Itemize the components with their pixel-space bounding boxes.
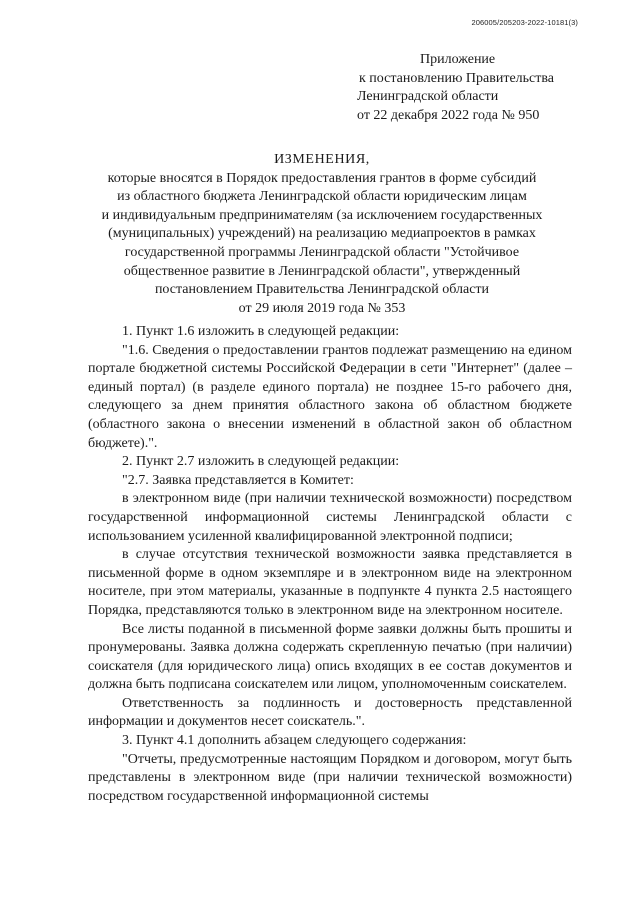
document-registration-code: 206005/205203-2022-10181(3) <box>471 18 578 27</box>
paragraph-sheets: Все листы поданной в письменной форме заявки должны быть прошиты и пронумерованы. Заявка должна содержать скрепленную печатью (при наличии) соискателя (для юридического лица) опись входящих в ее состав документов и должна быть подписана соискателем или лицом, уполномоченным соискателем. <box>88 621 572 693</box>
annex-line: к постановлению Правительства <box>359 70 555 86</box>
annex-line: Ленинградской области <box>357 89 499 105</box>
paragraph-quote-2-7: "2.7. Заявка представляется в Комитет: <box>122 472 354 488</box>
paragraph-item-2: 2. Пункт 2.7 изложить в следующей редакции: <box>122 454 400 470</box>
paragraph-quote-reports: "Отчеты, предусмотренные настоящим Порядком и договором, могут быть представлены в электронном виде (при наличии технической возможности) посредством государственной информационной системы <box>88 751 572 804</box>
heading-line: государственной программы Ленинградской области "Устойчивое <box>124 244 520 260</box>
heading-line: общественное развитие в Ленинградской области", утвержденный <box>123 263 521 279</box>
paragraph-paper-form: в случае отсутствия технической возможности заявка представляется в письменной форме в одном экземпляре и в электронном виде на электронном носителе, при этом материалы, указанные в подпункте 4 пункта 2.5 настоящего Порядка, представляются только в электронном виде на электронном носителе. <box>88 547 572 618</box>
annex-line: от 22 декабря 2022 года № 950 <box>357 107 540 123</box>
annex-block <box>357 51 617 125</box>
heading-line: (муниципальных) учреждений) на реализацию медиапроектов в рамках <box>108 226 536 242</box>
annex-line: Приложение <box>420 52 496 67</box>
paragraph-item-3: 3. Пункт 4.1 дополнить абзацем следующего содержания: <box>122 733 467 749</box>
heading-line: от 29 июля 2019 года № 353 <box>238 300 406 316</box>
document-heading <box>70 151 574 318</box>
paragraph-electronic-form: в электронном виде (при наличии технической возможности) посредством государственной информационной системы Ленинградской области с использованием усиленной квалифицированной электронной подписи; <box>88 491 572 544</box>
paragraph-quote-1-6: "1.6. Сведения о предоставлении грантов подлежат размещению на едином портале бюджетной системы Российской Федерации в сети "Интернет" (далее – единый портал) (в разделе единого портала) не позднее 15-го рабочего дня, следующего за днем принятия областного закона об областном бюджете (областного закона о внесении изменений в областной закон об областном бюджете).". <box>88 342 572 451</box>
paragraph-item-1: 1. Пункт 1.6 изложить в следующей редакции: <box>122 324 400 339</box>
paragraph-responsibility: Ответственность за подлинность и достоверность представленной информации и документов несет соискатель.". <box>88 695 572 730</box>
heading-title: ИЗМЕНЕНИЯ, <box>274 152 370 167</box>
heading-line: которые вносятся в Порядок предоставления грантов в форме субсидий <box>107 170 537 186</box>
document-body <box>88 323 572 806</box>
heading-line: постановлением Правительства Ленинградской области <box>154 282 490 298</box>
heading-line: и индивидуальным предпринимателям (за исключением государственных <box>101 207 543 223</box>
heading-line: из областного бюджета Ленинградской области юридическим лицам <box>117 189 527 205</box>
